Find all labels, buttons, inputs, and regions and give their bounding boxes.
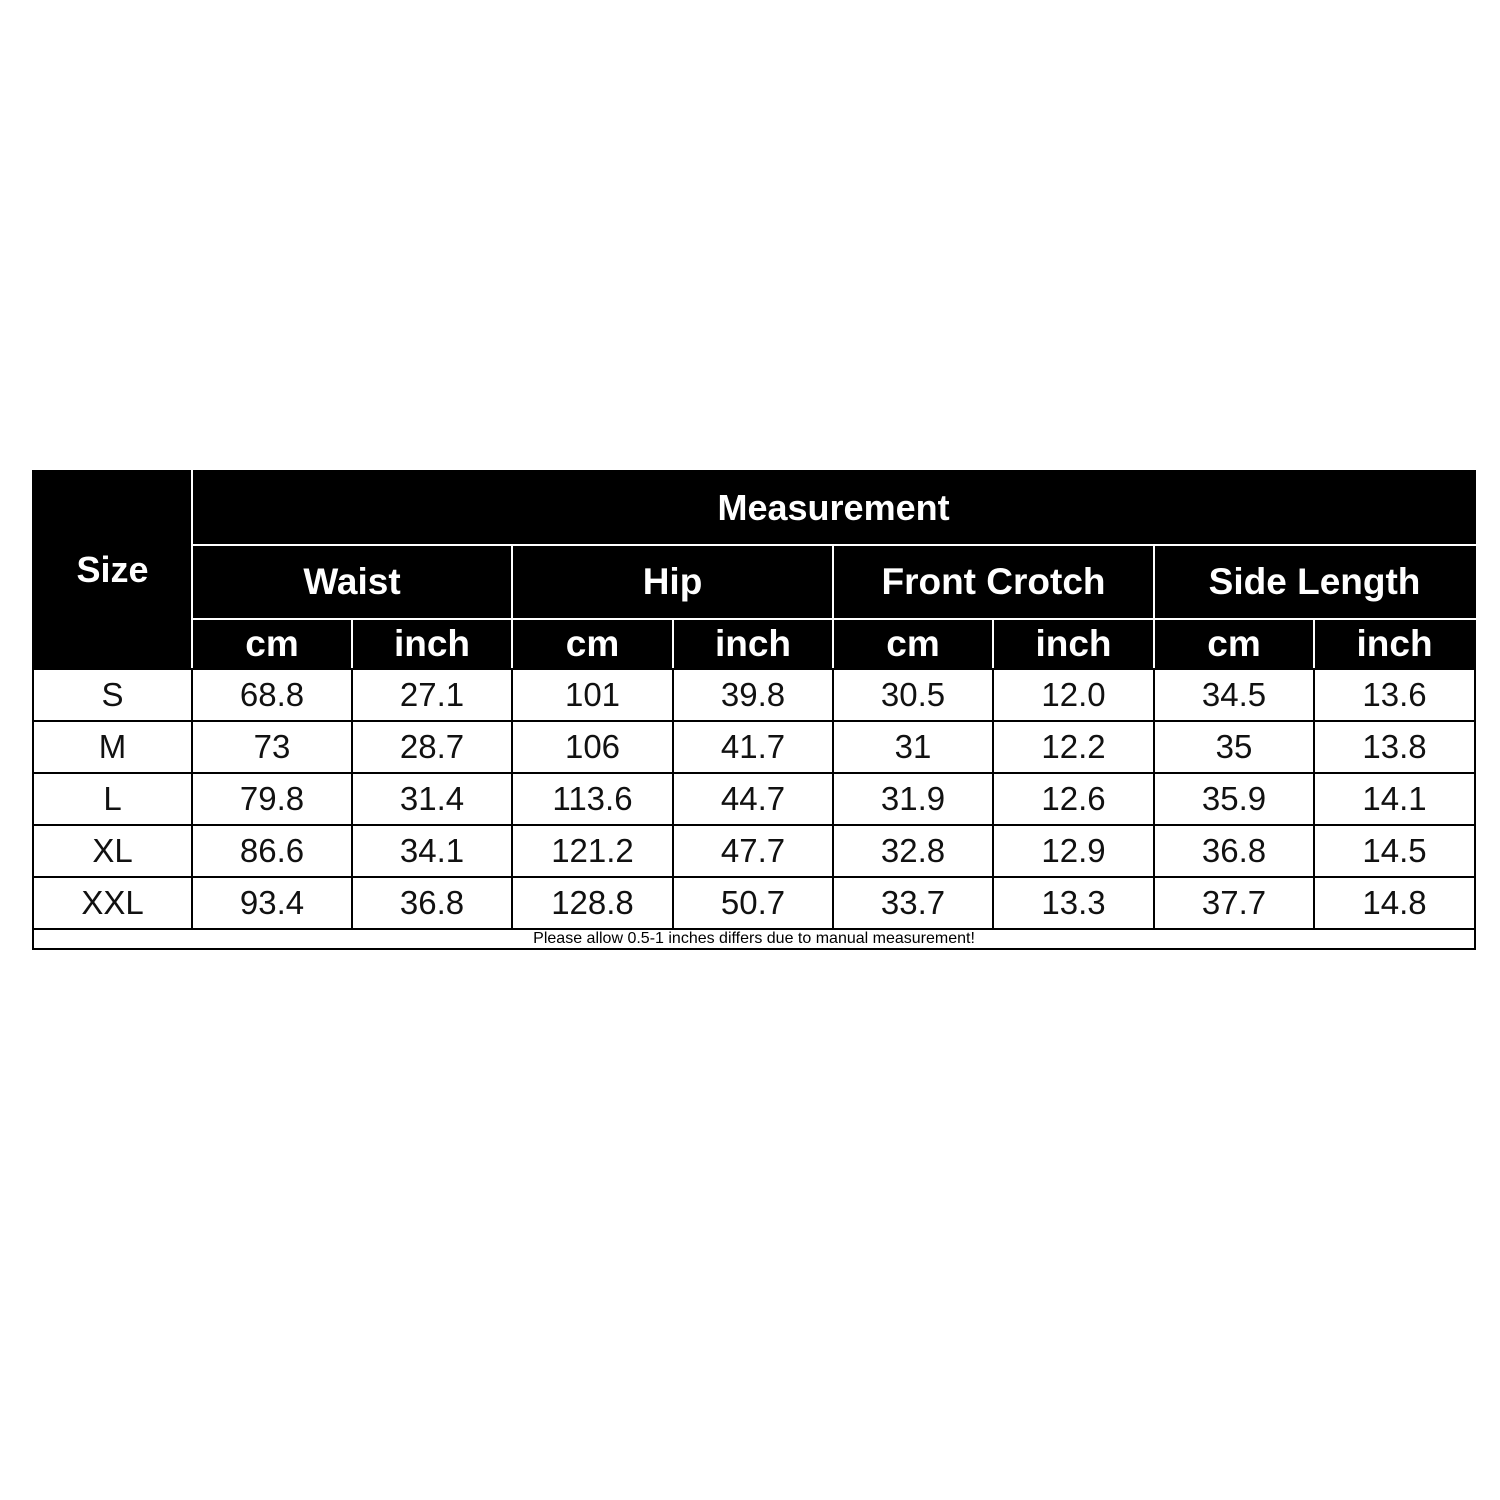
measurement-cell: 39.8 xyxy=(673,669,833,721)
size-cell: XL xyxy=(33,825,192,877)
measurement-cell: 31.4 xyxy=(352,773,512,825)
measurement-cell: 27.1 xyxy=(352,669,512,721)
measurement-cell: 12.9 xyxy=(993,825,1154,877)
measurement-cell: 44.7 xyxy=(673,773,833,825)
unit-header: cm xyxy=(1154,619,1314,669)
measurement-cell: 50.7 xyxy=(673,877,833,929)
measurement-cell: 13.6 xyxy=(1314,669,1475,721)
measurement-cell: 14.1 xyxy=(1314,773,1475,825)
measurement-cell: 106 xyxy=(512,721,673,773)
group-header-side-length: Side Length xyxy=(1154,545,1475,619)
size-cell: M xyxy=(33,721,192,773)
measurement-cell: 31 xyxy=(833,721,993,773)
measurement-header: Measurement xyxy=(192,471,1475,545)
measurement-cell: 34.5 xyxy=(1154,669,1314,721)
measurement-cell: 14.5 xyxy=(1314,825,1475,877)
measurement-cell: 36.8 xyxy=(1154,825,1314,877)
measurement-cell: 93.4 xyxy=(192,877,352,929)
measurement-cell: 14.8 xyxy=(1314,877,1475,929)
unit-header: inch xyxy=(352,619,512,669)
table-row xyxy=(33,773,1475,825)
measurement-cell: 36.8 xyxy=(352,877,512,929)
size-cell: XXL xyxy=(33,877,192,929)
measurement-cell: 86.6 xyxy=(192,825,352,877)
measurement-note: Please allow 0.5-1 inches differs due to manual measurement! xyxy=(33,929,1475,949)
table-body xyxy=(33,669,1475,929)
measurement-cell: 37.7 xyxy=(1154,877,1314,929)
measurement-cell: 12.6 xyxy=(993,773,1154,825)
measurement-cell: 13.8 xyxy=(1314,721,1475,773)
measurement-cell: 73 xyxy=(192,721,352,773)
measurement-cell: 113.6 xyxy=(512,773,673,825)
table-row xyxy=(33,825,1475,877)
group-header-front-crotch: Front Crotch xyxy=(833,545,1154,619)
table-row xyxy=(33,721,1475,773)
measurement-cell: 35 xyxy=(1154,721,1314,773)
measurement-cell: 121.2 xyxy=(512,825,673,877)
measurement-cell: 31.9 xyxy=(833,773,993,825)
measurement-cell: 12.2 xyxy=(993,721,1154,773)
unit-header: cm xyxy=(512,619,673,669)
measurement-cell: 12.0 xyxy=(993,669,1154,721)
unit-header: inch xyxy=(993,619,1154,669)
measurement-cell: 79.8 xyxy=(192,773,352,825)
measurement-cell: 34.1 xyxy=(352,825,512,877)
unit-header: cm xyxy=(192,619,352,669)
table-row xyxy=(33,877,1475,929)
measurement-cell: 28.7 xyxy=(352,721,512,773)
size-chart-table xyxy=(32,470,1476,950)
table-header xyxy=(33,471,1475,669)
measurement-cell: 30.5 xyxy=(833,669,993,721)
unit-header: inch xyxy=(673,619,833,669)
size-column-header: Size xyxy=(33,471,192,669)
measurement-cell: 101 xyxy=(512,669,673,721)
group-header-waist: Waist xyxy=(192,545,512,619)
measurement-cell: 32.8 xyxy=(833,825,993,877)
group-header-hip: Hip xyxy=(512,545,833,619)
measurement-cell: 13.3 xyxy=(993,877,1154,929)
measurement-cell: 41.7 xyxy=(673,721,833,773)
measurement-cell: 35.9 xyxy=(1154,773,1314,825)
note-row xyxy=(33,929,1475,949)
measurement-cell: 47.7 xyxy=(673,825,833,877)
measurement-cell: 68.8 xyxy=(192,669,352,721)
size-cell: L xyxy=(33,773,192,825)
size-cell: S xyxy=(33,669,192,721)
unit-header: cm xyxy=(833,619,993,669)
unit-header: inch xyxy=(1314,619,1475,669)
table-row xyxy=(33,669,1475,721)
measurement-cell: 33.7 xyxy=(833,877,993,929)
measurement-cell: 128.8 xyxy=(512,877,673,929)
